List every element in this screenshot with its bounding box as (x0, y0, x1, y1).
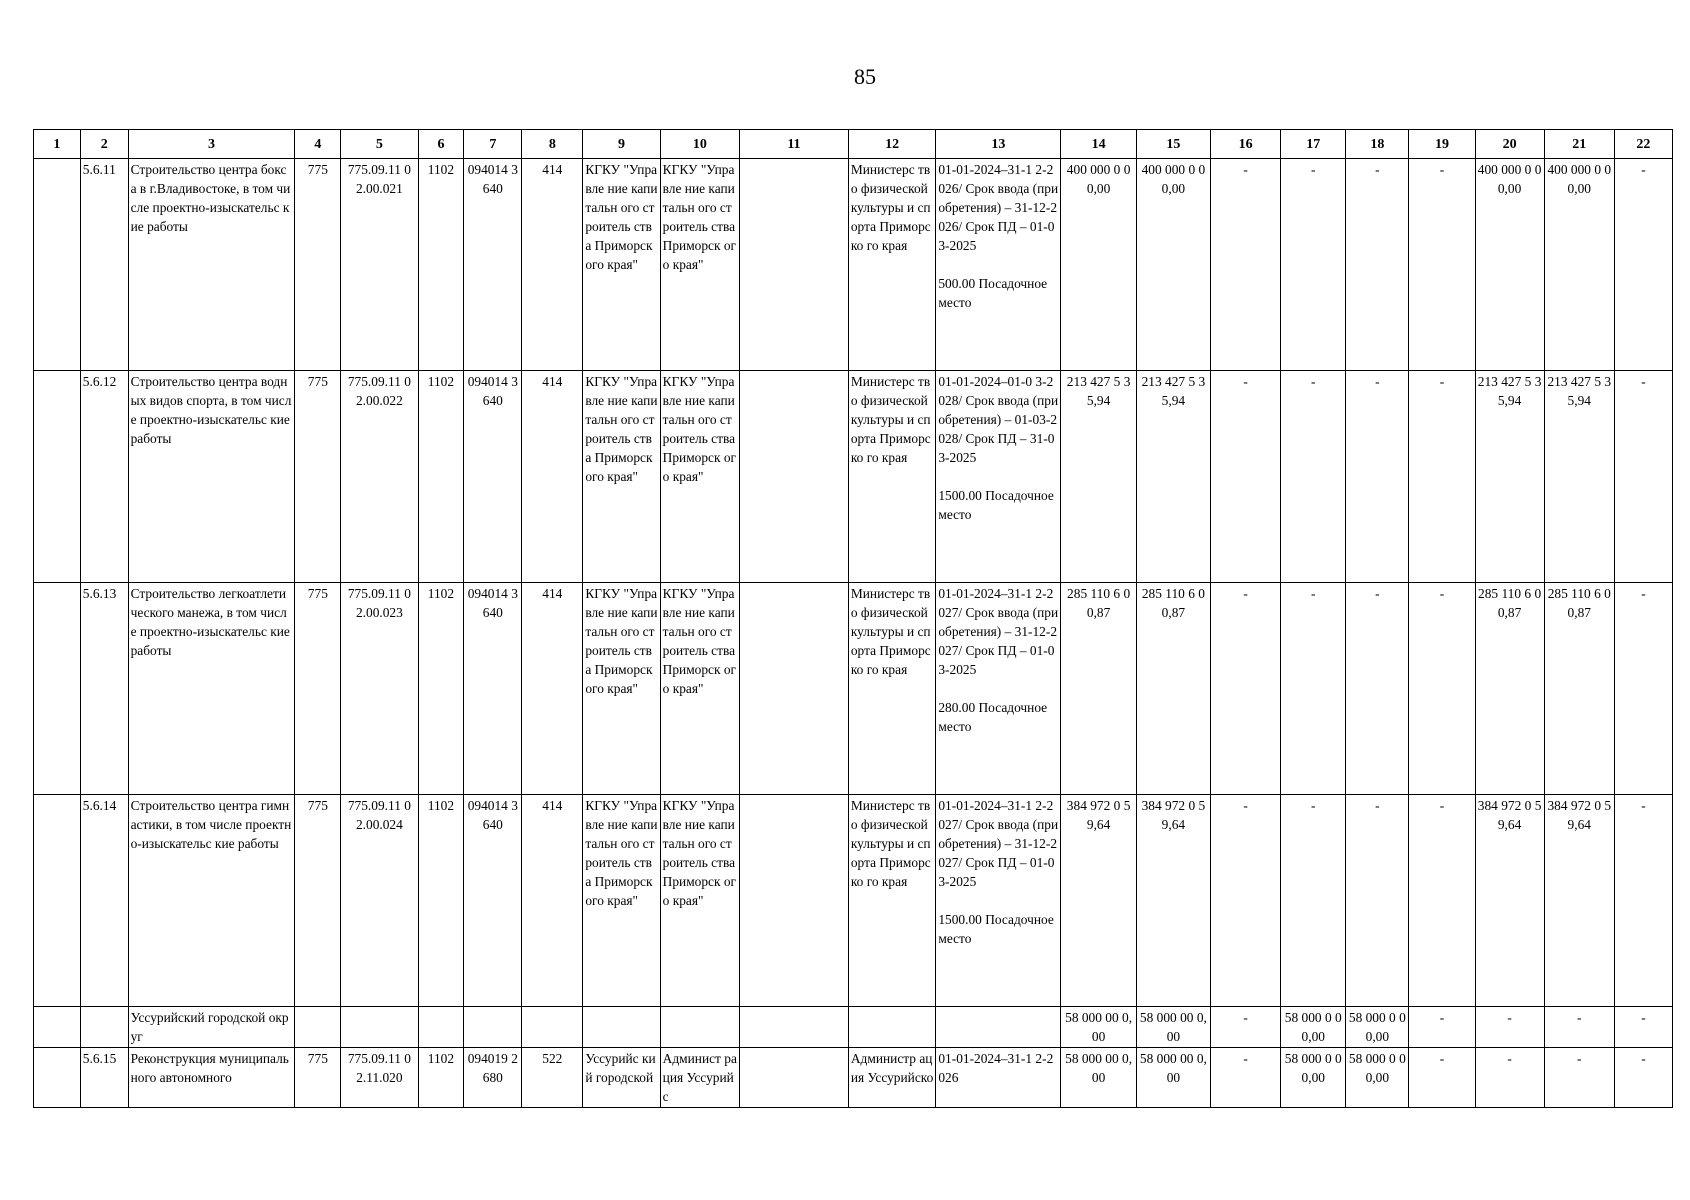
cell-c13-capacity: 1500.00 Посадочное место (938, 912, 1054, 946)
cell-c6: 1102 (418, 583, 464, 795)
column-header: 3 (128, 130, 295, 159)
cell-c12: Министерс тво физической культуры и спорта Приморско го края (848, 371, 935, 583)
cell-c10: КГКУ "Управле ние капитальн ого строитель ства Приморск ого края" (660, 159, 739, 371)
cell-c17: 58 000 0 00,00 (1281, 1048, 1346, 1108)
table-row (34, 583, 1673, 795)
table-row (34, 795, 1673, 1007)
column-header: 11 (740, 130, 849, 159)
cell-c22: - (1614, 159, 1672, 371)
cell-c20: 285 110 6 00,87 (1475, 583, 1544, 795)
cell-c17: 58 000 0 00,00 (1281, 1007, 1346, 1048)
cell-c15: 384 972 0 59,64 (1136, 795, 1210, 1007)
row-number: 5.6.15 (80, 1048, 128, 1108)
cell-c13 (936, 371, 1061, 583)
cell-c7: 094014 3640 (464, 583, 522, 795)
cell-c11 (740, 795, 849, 1007)
cell-c17: - (1281, 159, 1346, 371)
cell-c4: 775 (295, 795, 341, 1007)
budget-table (33, 129, 1673, 1108)
column-header: 5 (341, 130, 418, 159)
cell-c10: КГКУ "Управле ние капитальн ого строитель ства Приморск ого края" (660, 795, 739, 1007)
column-header: 12 (848, 130, 935, 159)
table-row (34, 371, 1673, 583)
cell-c13-dates: 01-01-2024–31-1 2-2027/ Срок ввода (приобретения) – 31-12-2027/ Срок ПД – 01-03-2025 (938, 798, 1059, 889)
cell-c14: 384 972 0 59,64 (1061, 795, 1136, 1007)
cell-c4: 775 (295, 1048, 341, 1108)
cell-c18: - (1346, 583, 1409, 795)
cell-c10: Админист рация Уссурийс (660, 1048, 739, 1108)
cell-c8: 522 (522, 1048, 583, 1108)
cell-c14: 285 110 6 00,87 (1061, 583, 1136, 795)
cell-c15: 285 110 6 00,87 (1136, 583, 1210, 795)
cell-c17: - (1281, 583, 1346, 795)
cell-c13 (936, 795, 1061, 1007)
cell-c21: 213 427 5 35,94 (1544, 371, 1614, 583)
cell-c9: КГКУ "Управле ние капитальн ого строитель ства Приморск ого края" (583, 583, 660, 795)
column-header: 15 (1136, 130, 1210, 159)
cell-c18: - (1346, 795, 1409, 1007)
column-header: 8 (522, 130, 583, 159)
cell-c14: 58 000 00 0,00 (1061, 1007, 1136, 1048)
cell-c4: 775 (295, 159, 341, 371)
cell-c13-capacity: 500.00 Посадочное место (938, 276, 1048, 310)
cell-c5: 775.09.11 02.00.021 (341, 159, 418, 371)
cell-c14: 400 000 0 00,00 (1061, 159, 1136, 371)
cell-c8: 414 (522, 583, 583, 795)
cell-c11 (740, 1048, 849, 1108)
cell-c5: 775.09.11 02.00.022 (341, 371, 418, 583)
cell-c7: 094014 3640 (464, 371, 522, 583)
cell-c5: 775.09.11 02.11.020 (341, 1048, 418, 1108)
cell-c16: - (1211, 583, 1281, 795)
cell-c9: КГКУ "Управле ние капитальн ого строитель ства Приморск ого края" (583, 371, 660, 583)
cell-c17: - (1281, 371, 1346, 583)
cell-c20: 384 972 0 59,64 (1475, 795, 1544, 1007)
cell-c13 (936, 583, 1061, 795)
cell-c6: 1102 (418, 159, 464, 371)
cell-c16: - (1211, 371, 1281, 583)
cell-c4: 775 (295, 583, 341, 795)
cell-c11 (740, 159, 849, 371)
cell-c21: 285 110 6 00,87 (1544, 583, 1614, 795)
cell-c11 (740, 583, 849, 795)
cell-c17: - (1281, 795, 1346, 1007)
column-header: 21 (1544, 130, 1614, 159)
cell-c13-capacity: 1500.00 Посадочное место (938, 488, 1054, 522)
cell-c16: - (1211, 795, 1281, 1007)
object-name: Строительство центра гимнастики, в том числе проектно-изыскательс кие работы (128, 795, 295, 1007)
column-header: 10 (660, 130, 739, 159)
cell-c13-capacity: 280.00 Посадочное место (938, 700, 1048, 734)
cell-c22: - (1614, 1007, 1672, 1048)
cell-c13-dates: 01-01-2024–31-1 2-2026/ Срок ввода (приобретения) – 31-12-2026/ Срок ПД – 01-03-2025 (938, 162, 1059, 253)
object-name: Строительство центра водных видов спорта, в том числе проектно-изыскательс кие работы (128, 371, 295, 583)
column-header: 2 (80, 130, 128, 159)
object-name: Строительство центра бокса в г.Владивостоке, в том числе проектно-изыскательс кие работы (128, 159, 295, 371)
cell-c19: - (1409, 1007, 1475, 1048)
column-header: 4 (295, 130, 341, 159)
column-header: 9 (583, 130, 660, 159)
cell-c16: - (1211, 1048, 1281, 1108)
cell-c18: 58 000 0 00,00 (1346, 1048, 1409, 1108)
page-number: 85 (854, 64, 876, 89)
cell-c22: - (1614, 795, 1672, 1007)
table-row (34, 1048, 1673, 1108)
cell-c9: Уссурийс кий городской (583, 1048, 660, 1108)
column-header: 16 (1211, 130, 1281, 159)
cell-c14: 58 000 00 0,00 (1061, 1048, 1136, 1108)
column-header: 19 (1409, 130, 1475, 159)
column-header: 18 (1346, 130, 1409, 159)
cell-c16: - (1211, 159, 1281, 371)
table-row (34, 159, 1673, 371)
cell-c19: - (1409, 583, 1475, 795)
cell-c13-dates: 01-01-2024–31-1 2-2027/ Срок ввода (приобретения) – 31-12-2027/ Срок ПД – 01-03-2025 (938, 586, 1059, 677)
cell-c20: - (1475, 1007, 1544, 1048)
cell-c19: - (1409, 159, 1475, 371)
cell-c12: Министерс тво физической культуры и спорта Приморско го края (848, 795, 935, 1007)
cell-c14: 213 427 5 35,94 (1061, 371, 1136, 583)
cell-c11 (740, 371, 849, 583)
cell-c9: КГКУ "Управле ние капитальн ого строитель ства Приморск ого края" (583, 159, 660, 371)
cell-c7: 094014 3640 (464, 795, 522, 1007)
row-number: 5.6.13 (80, 583, 128, 795)
cell-c15: 58 000 00 0,00 (1136, 1048, 1210, 1108)
cell-c10: КГКУ "Управле ние капитальн ого строитель ства Приморск ого края" (660, 583, 739, 795)
cell-c21: - (1544, 1007, 1614, 1048)
object-name: Реконструкция муниципального автономного (128, 1048, 295, 1108)
cell-c6: 1102 (418, 795, 464, 1007)
cell-c22: - (1614, 371, 1672, 583)
header-row (34, 130, 1673, 159)
cell-c22: - (1614, 583, 1672, 795)
cell-c20: 213 427 5 35,94 (1475, 371, 1544, 583)
cell-c21: 384 972 0 59,64 (1544, 795, 1614, 1007)
cell-c5: 775.09.11 02.00.024 (341, 795, 418, 1007)
cell-c9: КГКУ "Управле ние капитальн ого строитель ства Приморск ого края" (583, 795, 660, 1007)
region-name: Уссурийский городской округ (128, 1007, 295, 1048)
cell-c15: 213 427 5 35,94 (1136, 371, 1210, 583)
row-number: 5.6.14 (80, 795, 128, 1007)
cell-c20: - (1475, 1048, 1544, 1108)
cell-c13-dates: 01-01-2024–01-0 3-2028/ Срок ввода (приобретения) – 01-03-2028/ Срок ПД – 31-03-2025 (938, 374, 1059, 465)
cell-c12: Администр ация Уссурийско (848, 1048, 935, 1108)
cell-c7: 094019 2680 (464, 1048, 522, 1108)
cell-c20: 400 000 0 00,00 (1475, 159, 1544, 371)
cell-c19: - (1409, 1048, 1475, 1108)
column-header: 14 (1061, 130, 1136, 159)
cell-c8: 414 (522, 159, 583, 371)
cell-c19: - (1409, 371, 1475, 583)
cell-c18: 58 000 0 00,00 (1346, 1007, 1409, 1048)
cell-c18: - (1346, 159, 1409, 371)
cell-c6: 1102 (418, 371, 464, 583)
cell-c6: 1102 (418, 1048, 464, 1108)
column-header: 6 (418, 130, 464, 159)
cell-c12: Министерс тво физической культуры и спорта Приморско го края (848, 583, 935, 795)
column-header: 7 (464, 130, 522, 159)
column-header: 22 (1614, 130, 1672, 159)
column-header: 13 (936, 130, 1061, 159)
cell-c21: - (1544, 1048, 1614, 1108)
cell-c22: - (1614, 1048, 1672, 1108)
cell-c13: 01-01-2024–31-1 2-2026 (936, 1048, 1061, 1108)
cell-c8: 414 (522, 795, 583, 1007)
row-number: 5.6.11 (80, 159, 128, 371)
region-row (34, 1007, 1673, 1048)
cell-c12: Министерс тво физической культуры и спорта Приморско го края (848, 159, 935, 371)
cell-c18: - (1346, 371, 1409, 583)
cell-c7: 094014 3640 (464, 159, 522, 371)
cell-c21: 400 000 0 00,00 (1544, 159, 1614, 371)
column-header: 20 (1475, 130, 1544, 159)
cell-c15: 58 000 00 0,00 (1136, 1007, 1210, 1048)
cell-c10: КГКУ "Управле ние капитальн ого строитель ства Приморск ого края" (660, 371, 739, 583)
cell-c19: - (1409, 795, 1475, 1007)
cell-c15: 400 000 0 00,00 (1136, 159, 1210, 371)
column-header: 17 (1281, 130, 1346, 159)
cell-c5: 775.09.11 02.00.023 (341, 583, 418, 795)
cell-c4: 775 (295, 371, 341, 583)
object-name: Строительство легкоатлетического манежа, в том числе проектно-изыскательс кие работы (128, 583, 295, 795)
cell-c13 (936, 159, 1061, 371)
cell-c8: 414 (522, 371, 583, 583)
cell-c16: - (1211, 1007, 1281, 1048)
column-header: 1 (34, 130, 81, 159)
row-number: 5.6.12 (80, 371, 128, 583)
